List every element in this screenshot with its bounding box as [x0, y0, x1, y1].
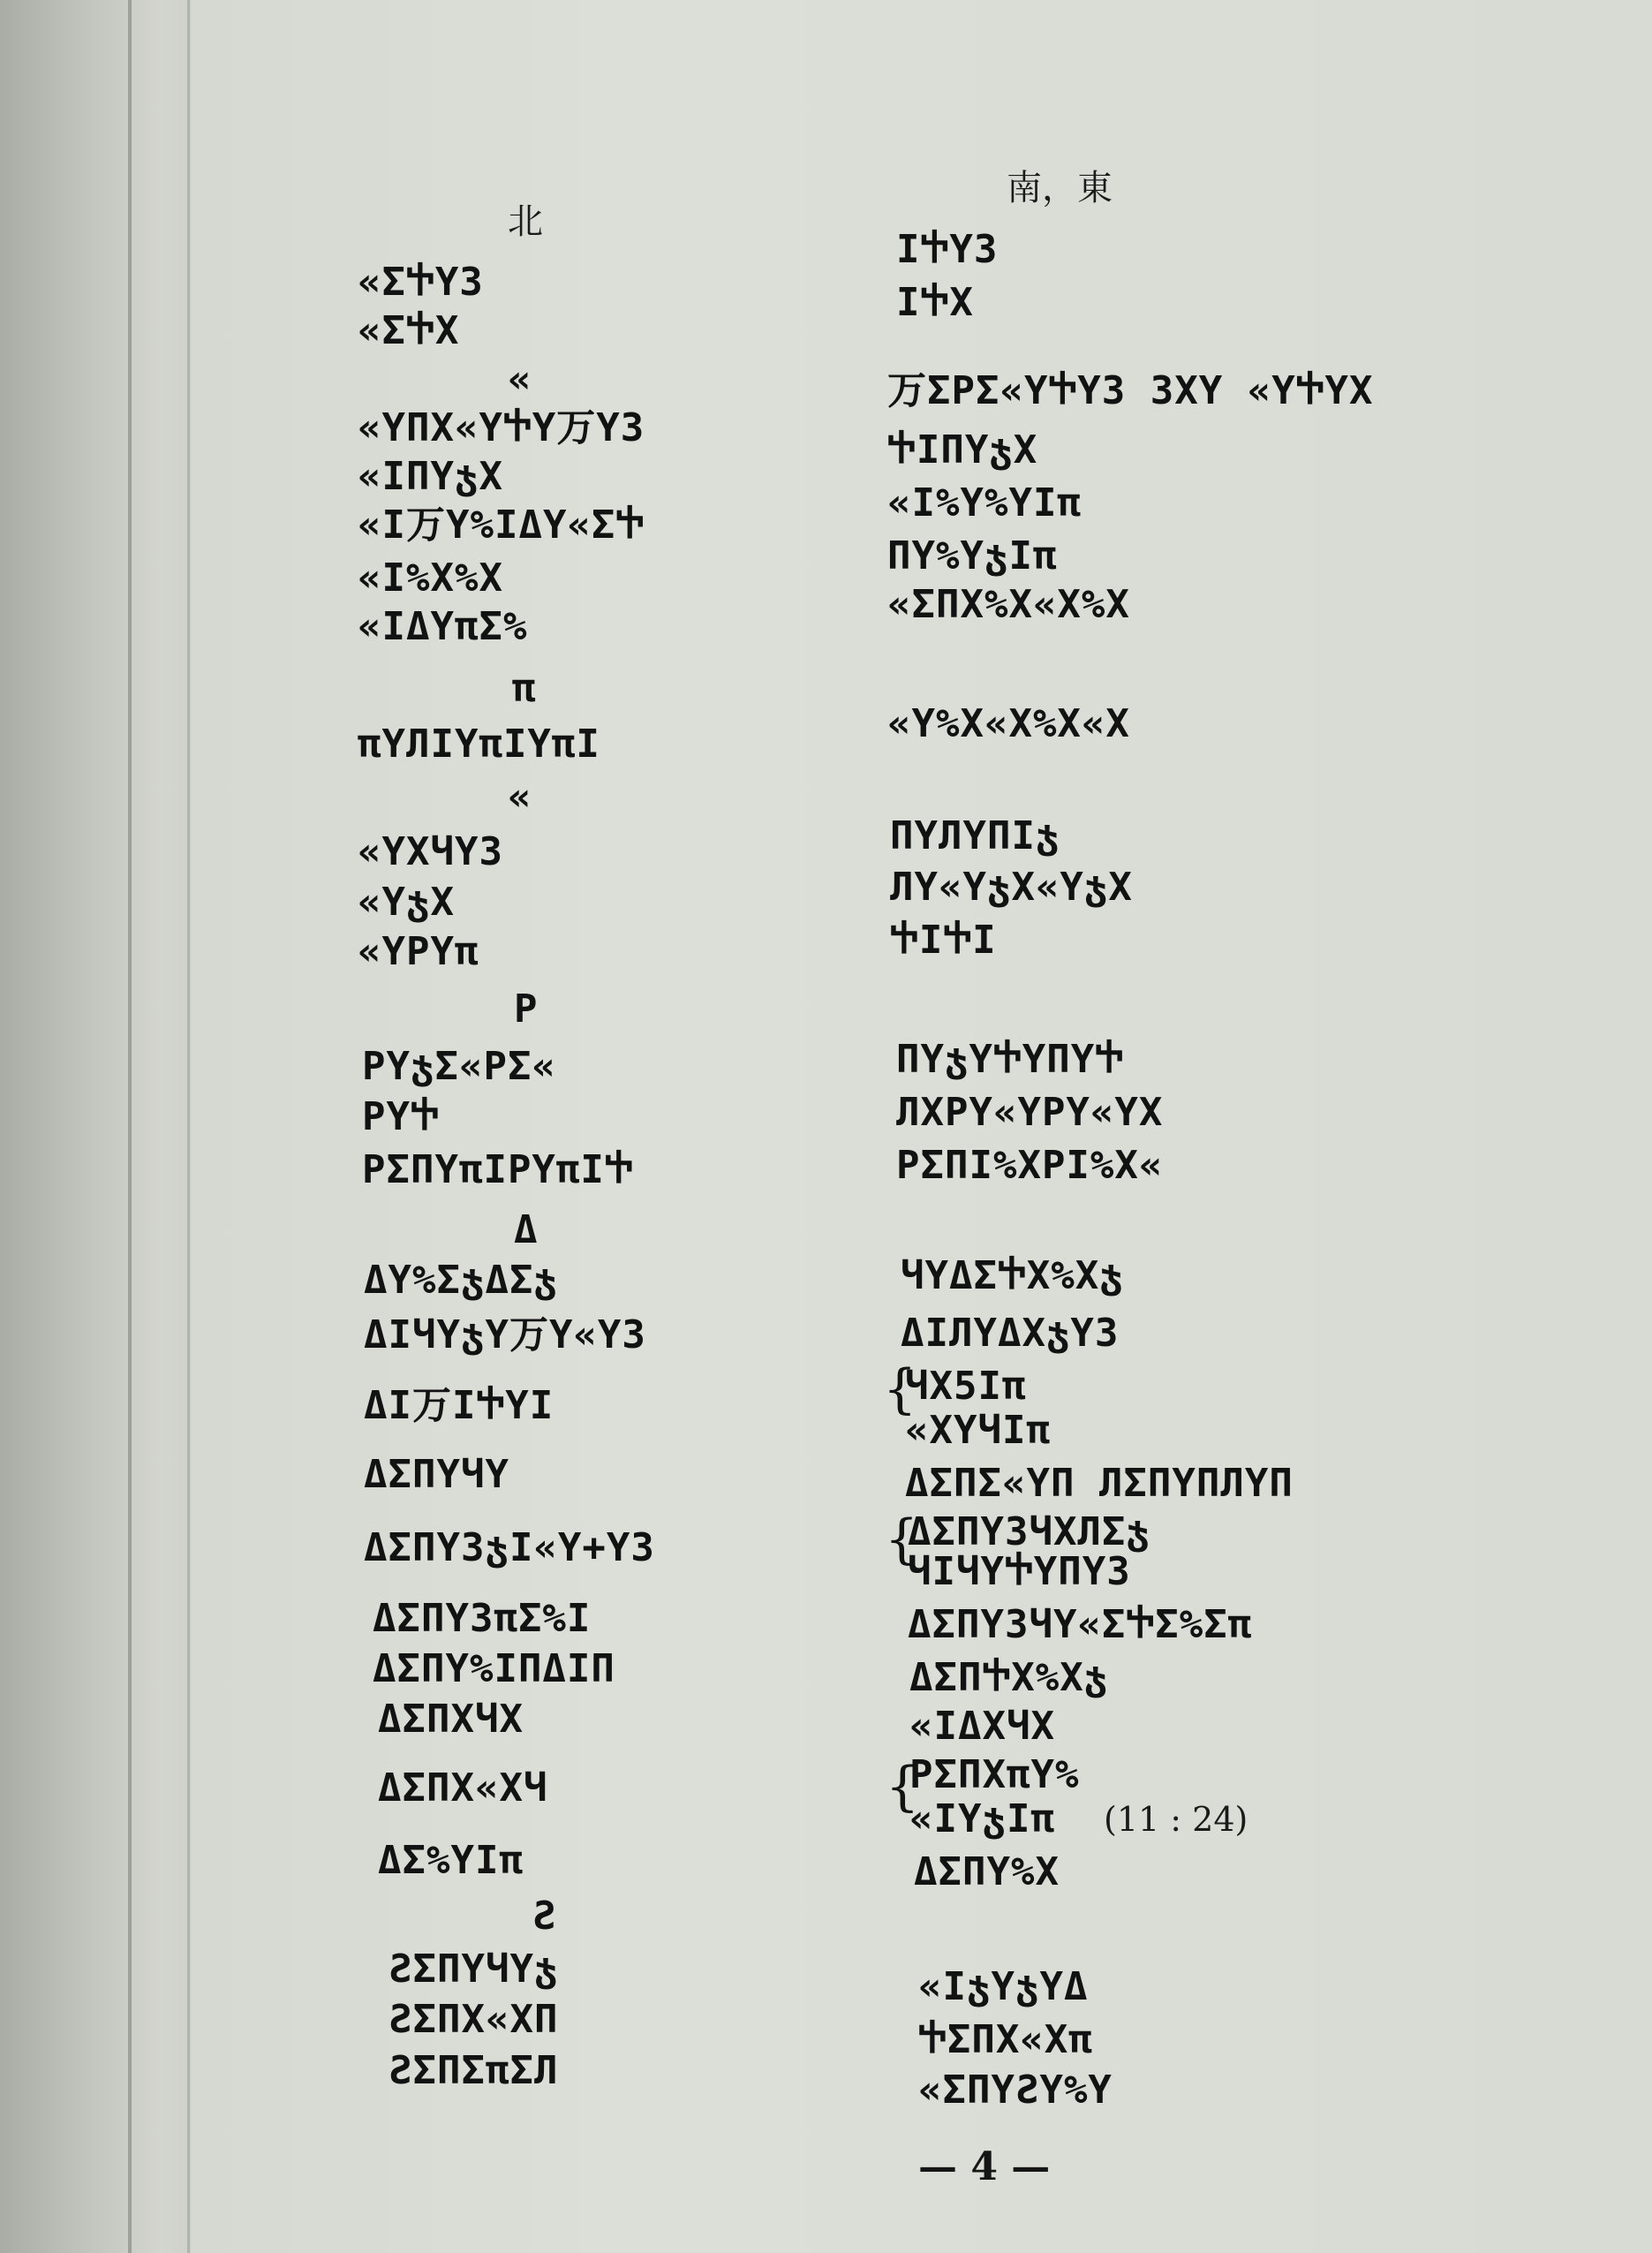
right-line: ПY%YჯIπ	[887, 533, 1058, 578]
right-line: «Y%X«X%X«X	[887, 701, 1130, 746]
left-line: ƧΣПX«XП	[388, 1997, 559, 2042]
left-line: ΔΣПY%IПΔIП	[373, 1646, 615, 1691]
right-column-heading: 南，東	[1007, 168, 1113, 208]
right-line: «ΣПYƧY%Y	[918, 2068, 1113, 2113]
left-line: «	[508, 357, 532, 402]
left-column-heading: 北	[508, 201, 543, 242]
right-line: «I%Y%YIπ	[887, 480, 1082, 525]
left-line: «YჯX	[358, 880, 455, 925]
right-line: «IΔXЧX	[909, 1704, 1055, 1749]
left-line: «ΣႵY3	[358, 260, 484, 305]
right-line: IႵX	[896, 280, 974, 325]
book-spine-shadow	[0, 0, 190, 2253]
right-line: ПYЛYПIჯ	[890, 813, 1060, 858]
right-line: «IYჯIπ	[909, 1796, 1055, 1841]
left-line: ΔΣ%YIπ	[378, 1838, 524, 1883]
left-line: «	[508, 775, 532, 820]
right-line: IႵY3	[896, 227, 999, 272]
right-line: PΣПI%XPI%X«	[896, 1143, 1164, 1188]
left-line: ΔΣПY3ჯI«Y+Y3	[364, 1525, 655, 1570]
left-line: ΔΣПY3πΣ%I	[373, 1596, 592, 1641]
reference-note: (11 : 24)	[1104, 1800, 1248, 1839]
left-line: «I%X%X	[358, 556, 503, 601]
right-line: ΔΣПႵX%Xჯ	[909, 1655, 1109, 1700]
brace: {	[885, 1508, 919, 1570]
right-line: ΔIЛYΔXჯY3	[901, 1311, 1120, 1356]
left-line: ΔI万IႵYI	[364, 1383, 554, 1428]
right-line: ႵIПYჯX	[887, 427, 1038, 473]
right-line: ЛY«YჯX«YჯX	[890, 865, 1133, 910]
right-line: PΣПXπY%	[909, 1752, 1080, 1797]
page-edge-line	[187, 0, 190, 2253]
left-line: ƧΣПΣπΣЛ	[388, 2048, 559, 2093]
right-line: ΔΣПY3ЧY«ΣႵΣ%Σπ	[908, 1602, 1253, 1647]
brace: {	[883, 1358, 917, 1420]
left-line: «YPYπ	[358, 929, 479, 974]
right-line: ЛXPY«YPY«YX	[896, 1090, 1164, 1135]
left-line: π	[512, 666, 537, 711]
left-line: πYЛIYπIYπI	[358, 722, 600, 767]
right-line: ΔΣПY%X	[914, 1849, 1060, 1894]
left-line: Δ	[514, 1207, 539, 1252]
left-line: PYჯΣ«PΣ«	[362, 1044, 556, 1089]
left-line: «I万Y%IΔY«ΣႵ	[358, 503, 645, 548]
spine-fold-line	[128, 0, 132, 2253]
right-line: ПYჯYႵYПYႵ	[896, 1037, 1125, 1082]
brace: {	[886, 1756, 920, 1818]
left-line: ΔΣПXЧX	[378, 1697, 524, 1742]
right-line: 万ΣPΣ«YႵY3 3XY «YႵYX	[887, 368, 1374, 413]
right-line: ЧYΔΣႵX%Xჯ	[901, 1253, 1124, 1298]
right-line: «IჯYჯYΔ	[918, 1964, 1089, 2009]
right-line: ႵΣПX«Xπ	[918, 2017, 1093, 2062]
right-line: ЧX5Iπ	[905, 1364, 1027, 1409]
left-line: «YПX«YႵY万Y3	[358, 405, 645, 450]
left-line: Ƨ	[532, 1894, 557, 1939]
left-line: «ΣႵX	[358, 308, 460, 353]
right-line: ΔΣПΣ«YП ЛΣПYПЛYП	[905, 1461, 1294, 1506]
left-line: ΔIЧYჯY万Y«Y3	[364, 1312, 646, 1357]
right-line: «XYЧIπ	[905, 1408, 1051, 1453]
right-line: «ΣПX%X«X%X	[887, 582, 1130, 627]
right-line: ΔΣПY3ЧXЛΣჯ	[908, 1509, 1150, 1554]
left-line: PΣПYπIPYπIႵ	[362, 1147, 634, 1192]
left-line: PYႵ	[362, 1094, 440, 1139]
left-line: ΔΣПYЧY	[364, 1452, 509, 1497]
right-line: ႵIႵI	[890, 918, 997, 963]
right-line: ЧIЧYႵYПY3	[908, 1549, 1131, 1594]
left-line: P	[514, 987, 539, 1032]
left-line: «IΔYπΣ%	[358, 604, 528, 649]
left-line: «YXЧY3	[358, 829, 503, 874]
page-number: — 4 —	[918, 2144, 1051, 2189]
left-line: ƧΣПYЧYჯ	[388, 1947, 559, 1992]
left-line: ΔY%ΣჯΔΣჯ	[364, 1258, 558, 1303]
left-line: «IПYჯX	[358, 454, 503, 499]
left-line: ΔΣПX«XЧ	[378, 1765, 548, 1811]
